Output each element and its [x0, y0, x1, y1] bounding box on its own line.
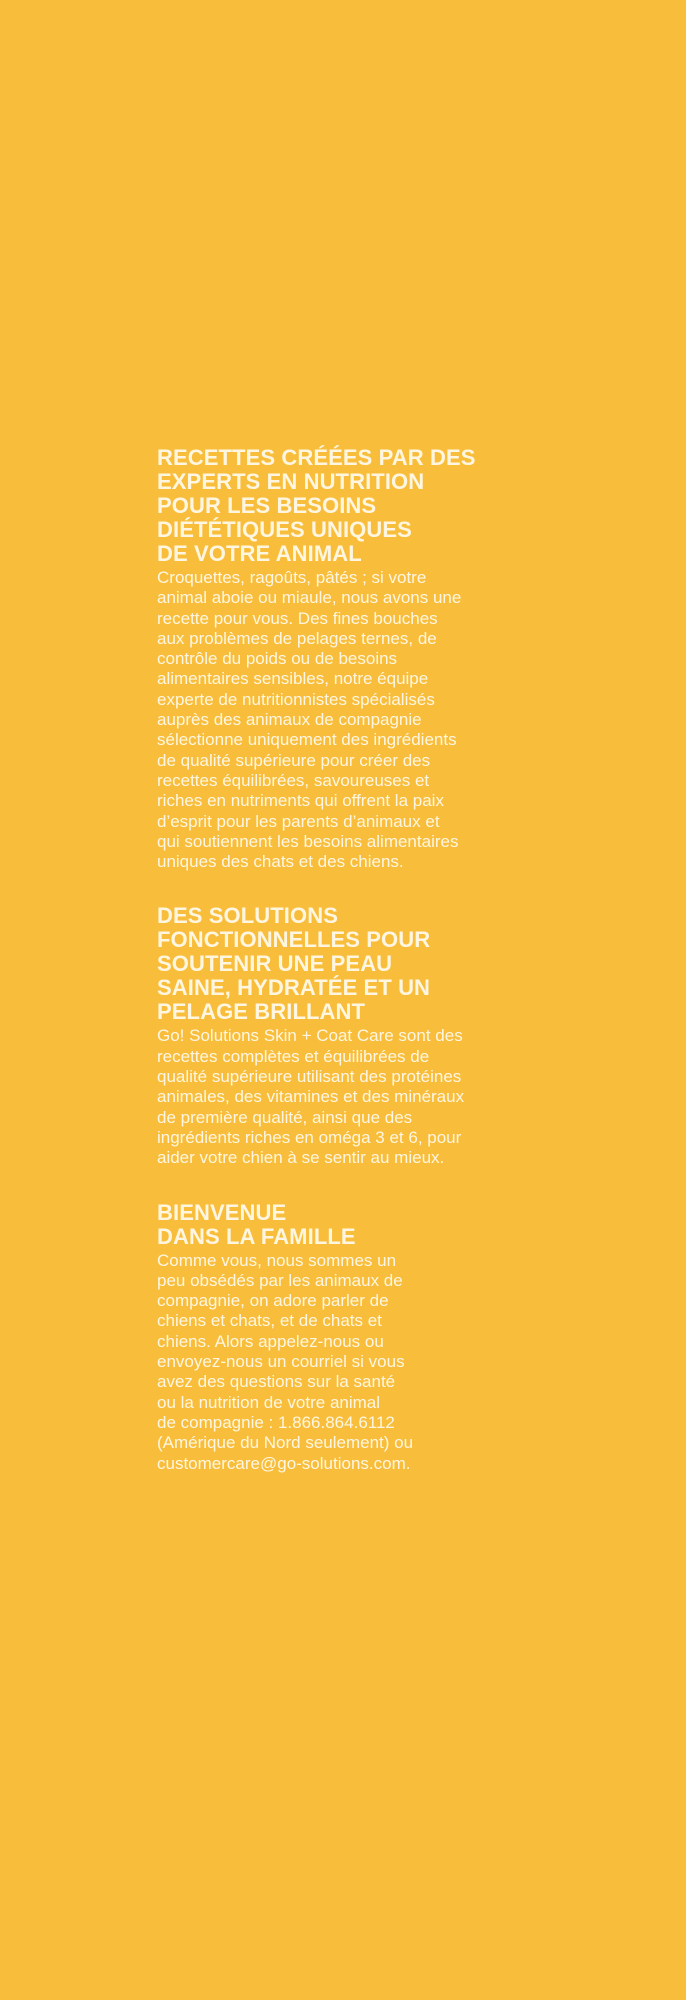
- heading-line: POUR LES BESOINS: [157, 493, 377, 518]
- body-line: Go! Solutions Skin + Coat Care sont des: [157, 1026, 463, 1046]
- heading-line: DANS LA FAMILLE: [157, 1223, 356, 1249]
- section-welcome-family: [157, 1201, 537, 1474]
- section-body: [157, 1026, 537, 1168]
- heading-line: DES SOLUTIONS: [157, 903, 338, 929]
- body-line: Comme vous, nous sommes un: [157, 1250, 397, 1270]
- heading-line: RECETTES CRÉÉES PAR DES: [157, 445, 476, 470]
- section-skin-coat: [157, 904, 537, 1168]
- body-line: compagnie, on adore parler de: [157, 1291, 389, 1311]
- body-line: animal aboie ou miaule, nous avons une: [157, 588, 462, 608]
- heading-line: SAINE, HYDRATÉE ET UN: [157, 975, 431, 1001]
- section-heading: [157, 446, 537, 566]
- body-line: de qualité supérieure pour créer des: [157, 750, 431, 770]
- body-line: chiens. Alors appelez-nous ou: [157, 1331, 384, 1351]
- body-line: aider votre chien à se sentir au mieux.: [157, 1148, 445, 1168]
- heading-line: BIENVENUE: [157, 1199, 287, 1225]
- heading-line: DE VOTRE ANIMAL: [157, 541, 362, 566]
- body-line: contrôle du poids ou de besoins: [157, 649, 398, 669]
- body-line: de compagnie : 1.866.864.6112: [157, 1412, 395, 1432]
- body-line: ou la nutrition de votre animal: [157, 1392, 381, 1412]
- body-line: ingrédients riches en oméga 3 et 6, pour: [157, 1127, 462, 1147]
- heading-line: FONCTIONNELLES POUR: [157, 927, 431, 953]
- body-line: chiens et chats, et de chats et: [157, 1311, 382, 1331]
- body-line: de première qualité, ainsi que des: [157, 1107, 413, 1127]
- body-line: auprès des animaux de compagnie: [157, 710, 422, 730]
- body-line: uniques des chats et des chiens.: [157, 852, 404, 872]
- heading-line: DIÉTÉTIQUES UNIQUES: [157, 517, 412, 542]
- body-line: recettes complètes et équilibrées de: [157, 1046, 430, 1066]
- body-line: (Amérique du Nord seulement) ou: [157, 1433, 414, 1453]
- body-line: envoyez-nous un courriel si vous: [157, 1352, 405, 1372]
- body-line: recettes équilibrées, savoureuses et: [157, 770, 430, 790]
- body-line: customercare@go-solutions.com.: [157, 1453, 411, 1473]
- section-heading: [157, 904, 537, 1024]
- section-heading: [157, 1201, 537, 1249]
- body-line: qui soutiennent les besoins alimentaires: [157, 831, 459, 851]
- body-line: avez des questions sur la santé: [157, 1372, 396, 1392]
- section-expert-recipes: [157, 446, 537, 872]
- body-line: Croquettes, ragoûts, pâtés ; si votre: [157, 568, 427, 587]
- body-line: recette pour vous. Des fines bouches: [157, 608, 438, 628]
- body-line: qualité supérieure utilisant des protéines: [157, 1067, 462, 1087]
- heading-line: SOUTENIR UNE PEAU: [157, 951, 393, 977]
- body-line: experte de nutritionnistes spécialisés: [157, 689, 435, 709]
- body-line: alimentaires sensibles, notre équipe: [157, 669, 429, 689]
- section-body: [157, 568, 537, 872]
- heading-line: PELAGE BRILLANT: [157, 999, 366, 1025]
- body-line: aux problèmes de pelages ternes, de: [157, 628, 437, 648]
- body-line: riches en nutriments qui offrent la paix: [157, 791, 444, 811]
- heading-line: EXPERTS EN NUTRITION: [157, 469, 425, 494]
- body-line: sélectionne uniquement des ingrédients: [157, 730, 457, 750]
- section-body: [157, 1251, 537, 1474]
- content-panel: [157, 446, 537, 1506]
- body-line: animales, des vitamines et des minéraux: [157, 1087, 465, 1107]
- body-line: d’esprit pour les parents d’animaux et: [157, 811, 440, 831]
- body-line: peu obsédés par les animaux de: [157, 1270, 403, 1290]
